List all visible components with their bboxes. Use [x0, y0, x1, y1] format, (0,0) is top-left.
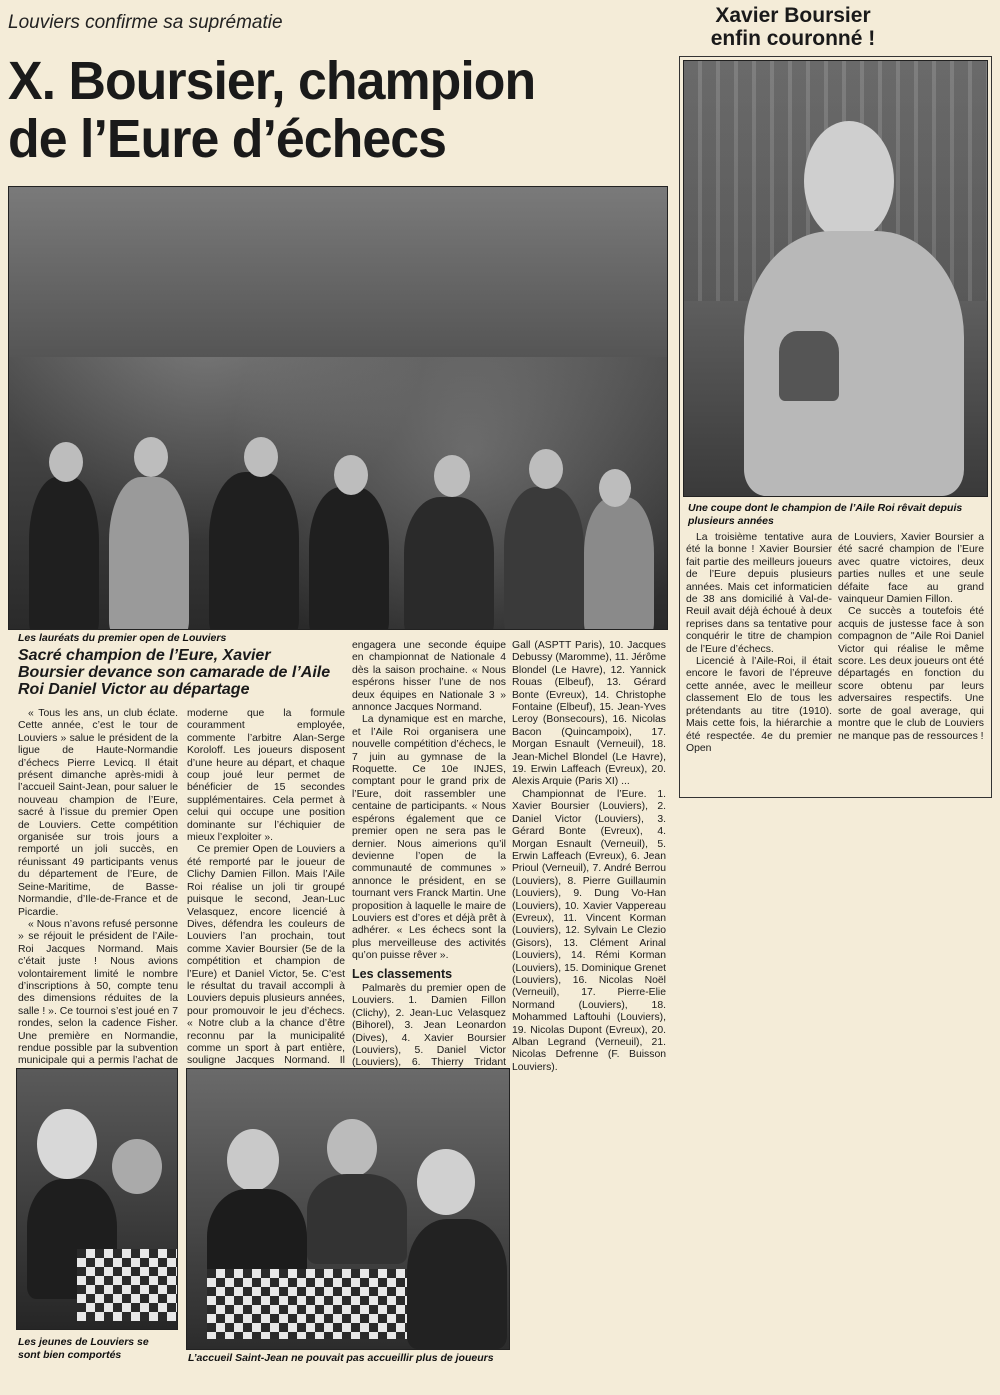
paragraph: Palmarès du premier open de Louviers. 1. Damien Fillon (Clichy), 2. Jean-Luc Velasquez (Bihorel), 3. Jean Leonardon (Dives), 4. Xavier Boursier (Louviers), 5. Daniel Victor (Louviers), 6. Thierry Tridant	[352, 982, 506, 1069]
paragraph: La troisième tentative aura été la bonne ! Xavier Boursier fait partie des meilleurs joueurs de l’Eure depuis plusieurs années. Mais cet informaticien de 38 ans domicilié à Val-de-Reuil avait déjà échoué à deux reprises dans sa tentative pour conquérir le titre de champion de l’Eure d’échecs.	[686, 532, 832, 655]
paragraph: Ce succès a toutefois été acquis de justesse face à son compagnon de "Aile Roi Daniel Victor qui réalise le même score. Les deux joueurs ont été départagés en fonction du score obtenu par leurs adversaires respectifs. Une sorte de goal average, qui montre que le club de Louviers ne manque pas de ressources !	[838, 606, 984, 742]
champion-photo-caption: Une coupe dont le champion de l’Aile Roi rêvait depuis plusieurs années	[688, 502, 963, 527]
paragraph: « Nous n’avons refusé personne » se réjouit le président de l’Aile-Roi Jacques Normand. Mais c’était juste ! Nous avions volontairement limité le nombre d’inscriptions à 50, compte tenu des dimensions réduites de la salle ! ». Ce tournoi s’est joué en 7 rondes, selon la cadence Fisher. Une première en Normandie, rendue possible par la subvention municipale qui a permis l’achat de	[18, 918, 178, 1067]
sidebar-title-line-2: enfin couronné !	[710, 27, 876, 50]
group-photo	[8, 186, 668, 630]
kicker: Louviers confirme sa suprématie	[8, 12, 283, 33]
paragraph: de Louviers, Xavier Boursier a été sacré champion de l’Eure avec quatre victoires, deux parties nulles et une seule défaite face au grand vainqueur Damien Fillon.	[838, 532, 984, 606]
subhead: Sacré champion de l’Eure, Xavier Boursier devance son camarade de l’Aile Roi Daniel Victor au départage	[18, 647, 331, 698]
article-column-4	[512, 640, 666, 1074]
tournament-hall-photo	[186, 1068, 510, 1350]
section-title-classements: Les classements	[352, 966, 453, 981]
paragraph: La dynamique est en marche, et l’Aile Roi organisera une nouvelle compétition d’échecs, le 7 juin au gymnase de la Roquette. Ce 10e INJES, comptant pour le grand prix de l’Eure, doit rassembler une centaine de participants. « Nous espérons également que ce premier open ne sera pas le dernier. Nous aimerions qu’il devienne l’open de la communauté de communes » annonce le président, en se tournant vers Franck Martin. Une proposition à laquelle le maire de Louviers est d’ores et déjà prêt à adhérer. « Les échecs sont la plus merveilleuse des activités qu’on puisse rêver ».	[352, 714, 506, 962]
headline	[8, 52, 642, 168]
headline-line-1: X. Boursier, champion	[8, 51, 536, 111]
sidebar-column-a	[686, 532, 832, 755]
youth-players-photo	[16, 1068, 178, 1330]
paragraph: Gall (ASPTT Paris), 10. Jacques Debussy (Maromme), 11. Jérôme Blondel (Le Havre), 12. Yannick Rouas (Elbeuf), 13. Gérard Bonte (Evreux), 14. Christophe Fontaine (Elbeuf), 15. Jean-Yves Leroy (Bonsecours), 16. Nicolas Bacon (Quincampoix), 17. Morgan Esnault (Verneuil), 18. Jean-Michel Blondel (Le Havre), 19. Erwin Laffeach (Evreux), 20. Alexis Arquie (Paris XI) ...	[512, 640, 666, 788]
sidebar-column-b	[838, 532, 984, 743]
paragraph: engagera une seconde équipe en championnat de Nationale 4 dès la saison prochaine. « Nous espérons hisser l’une de nos deux équipes en Nationale 3 » annonce Jacques Normand.	[352, 640, 506, 714]
article-column-2	[187, 708, 345, 1105]
youth-photo-caption: Les jeunes de Louviers se sont bien comportés	[18, 1336, 149, 1361]
paragraph: Championnat de l’Eure. 1. Xavier Boursier (Louviers), 2. Daniel Victor (Louviers), 3. Gérard Bonte (Evreux), 4. Morgan Esnault (Verneuil), 5. Erwin Laffeach (Evreux), 6. Jean Prioul (Verneuil), 7. André Berrou (Louviers), 8. Pierre Guillaumin (Louviers), 9. Dung Vo-Han (Louviers), 10. Xavier Vappereau (Evreux), 11. Vincent Korman (Louviers), 12. Sylvain Le Clezio (Gisors), 13. Clément Arinal (Louviers), 14. Rémi Korman (Louviers), 15. Dominique Grenet (Louviers), 16. Nicolas Noël (Verneuil), 17. Pierre-Elie Normand (Louviers), 18. Mohammed Laftouhi (Louviers), 19. Nicolas Dupont (Evreux), 20. Alban Legrand (Verneuil), 21. Nicolas Defrenne (F. Buisson Louviers).	[512, 788, 666, 1073]
paragraph: moderne que la formule couramment employée, commente l’arbitre Alan-Serge Koroloff. Les joueurs disposent d’une heure au départ, et chaque coup joué leur permet de bénéficier de 15 secondes supplémentaires. Cela permet à celui qui occupe une position dominante sur l’échiquier de mieux l’exploiter ».	[187, 708, 345, 844]
sidebar-title	[688, 4, 898, 50]
paragraph: « Tous les ans, un club éclate. Cette année, c’est le tour de Louviers » salue le président de la ligue de Haute-Normandie d’échecs Pierre Levicq. Il était présent dimanche après-midi à l’accueil Saint-Jean, pour saluer le nouveau champion de l’Eure, sacré à l’issue du premier Open de Louviers. Cette compétition organisée sur trois jours a remporté un joli succès, en réunissant 49 participants venus du département de l’Eure, de Seine-Maritime, de Basse-Normandie, d’Ile-de-France et de Picardie.	[18, 708, 178, 918]
paragraph: Licencié à l’Aile-Roi, il était encore le favori de l’épreuve cette année, avec le meilleur classement Elo de tous les prétendants au titre (1910). Mais cette fois, la hiérarchie a été respectée. 4e du premier Open	[686, 656, 832, 754]
headline-line-2: de l’Eure d’échecs	[8, 109, 446, 169]
article-column-1	[18, 708, 178, 1093]
paragraph: Ce premier Open de Louviers a été remporté par le joueur de Clichy Damien Fillon. Mais l’Aile Roi réalise un joli tir groupé puisque le second, Jean-Luc Velasquez, encore licencié à Dives, défendra les couleurs de Louviers l’an prochain, tout comme Xavier Boursier (5e de la compétition et champion de l’Eure) et Daniel Victor, 5e. C’est le résultat du travail accompli à Louviers depuis plusieurs années, pour promouvoir le jeu d’échecs. « Notre club a la chance d’être reconnu par la municipalité comme un sport à part entière, souligne Jacques Normand. Il	[187, 844, 345, 1067]
group-photo-caption: Les lauréats du premier open de Louviers	[18, 632, 227, 644]
article-column-3	[352, 640, 506, 1107]
sidebar-title-line-1: Xavier Boursier	[715, 4, 871, 27]
champion-photo	[683, 60, 988, 497]
hall-photo-caption: L’accueil Saint-Jean ne pouvait pas accueillir plus de joueurs	[188, 1352, 494, 1364]
